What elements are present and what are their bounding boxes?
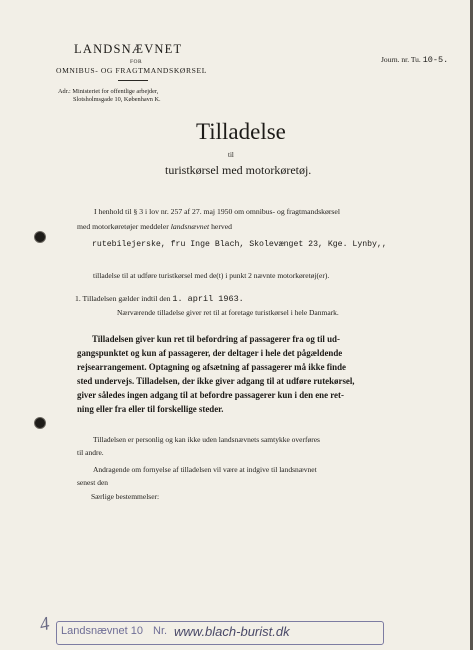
journal-number <box>381 55 448 65</box>
intro-text-a: med motorkøretøjer meddeler <box>77 222 171 231</box>
org-name: LANDSNÆVNET <box>74 42 183 56</box>
punch-hole-bottom <box>34 417 46 429</box>
validity-line <box>75 294 244 304</box>
journal-value: 10-5. <box>422 55 449 65</box>
org-for: FOR <box>130 59 143 65</box>
address-line-1: Adr.: Ministeriet for offentlige arbejder, <box>58 88 159 95</box>
watermark-text: www.blach-burist.dk <box>174 624 290 639</box>
letterhead-rule <box>118 80 148 81</box>
condition-line-5: giver således ingen adgang til at befordre passagerer kun i den ene ret- <box>77 390 344 400</box>
personal-line-1: Tilladelsen er personlig og kan ikke uden landsnævnets samtykke overføres <box>93 435 320 444</box>
stamp-nr: Nr. <box>153 625 168 637</box>
special-provisions-label: Særlige bestemmelser: <box>91 492 160 501</box>
handwritten-mark: 4 <box>37 613 52 636</box>
validity-date: 1. april 1963. <box>172 294 244 304</box>
personal-line-2: til andre. <box>77 448 104 457</box>
condition-line-4: sted undervejs. Tilladelsen, der ikke giver adgang til at udføre rutekørsel, <box>77 376 355 386</box>
landsnaevnet-stamp <box>56 621 384 645</box>
intro-line-1: I henhold til § 3 i lov nr. 257 af 27. maj 1950 om omnibus- og fragtmandskørsel <box>94 207 340 216</box>
condition-line-6: ning eller fra eller til forskellige steder. <box>77 404 224 414</box>
org-subtitle: OMNIBUS- OG FRAGTMANDSKØRSEL <box>56 66 207 75</box>
condition-line-2: gangspunktet og kun af passagerer, der deltager i hele det pågældende <box>77 348 343 358</box>
intro-text-emphasis: landsnævnet <box>170 222 210 231</box>
intro-text-b: herved <box>209 222 232 231</box>
permission-line: tilladelse til at udføre turistkørsel med de(t) i punkt 2 nævnte motorkøretøj(er). <box>93 271 330 280</box>
renewal-line-1: Andragende om fornyelse af tilladelsen vil være at indgive til landsnævnet <box>93 465 317 474</box>
scope-line: Nærværende tilladelse giver ret til at foretage turistkørsel i hele Danmark. <box>117 308 339 317</box>
permit-holder: rutebilejerske, fru Inge Blach, Skolevænget 23, Kge. Lynby,, <box>92 240 387 249</box>
journal-label: Journ. nr. Tu. <box>381 55 421 64</box>
condition-line-1: Tilladelsen giver kun ret til befordring af passagerer fra og til ud- <box>92 334 340 344</box>
renewal-line-2: senest den <box>77 478 109 487</box>
document-subtitle: turistkørsel med motorkøretøj. <box>165 163 312 177</box>
validity-label: 1. Tilladelsen gælder indtil den <box>75 294 171 303</box>
punch-hole-top <box>34 231 46 243</box>
condition-line-3: rejsearrangement. Optagning og afsætning af passagerer må ikke finde <box>77 362 346 372</box>
intro-line-2 <box>77 222 232 231</box>
address-line-2: Slotsholmsgade 10, København K. <box>73 96 161 103</box>
document-title: Tilladelse <box>196 119 286 144</box>
title-til: til <box>228 151 234 159</box>
stamp-text: Landsnævnet 10 <box>61 625 143 637</box>
